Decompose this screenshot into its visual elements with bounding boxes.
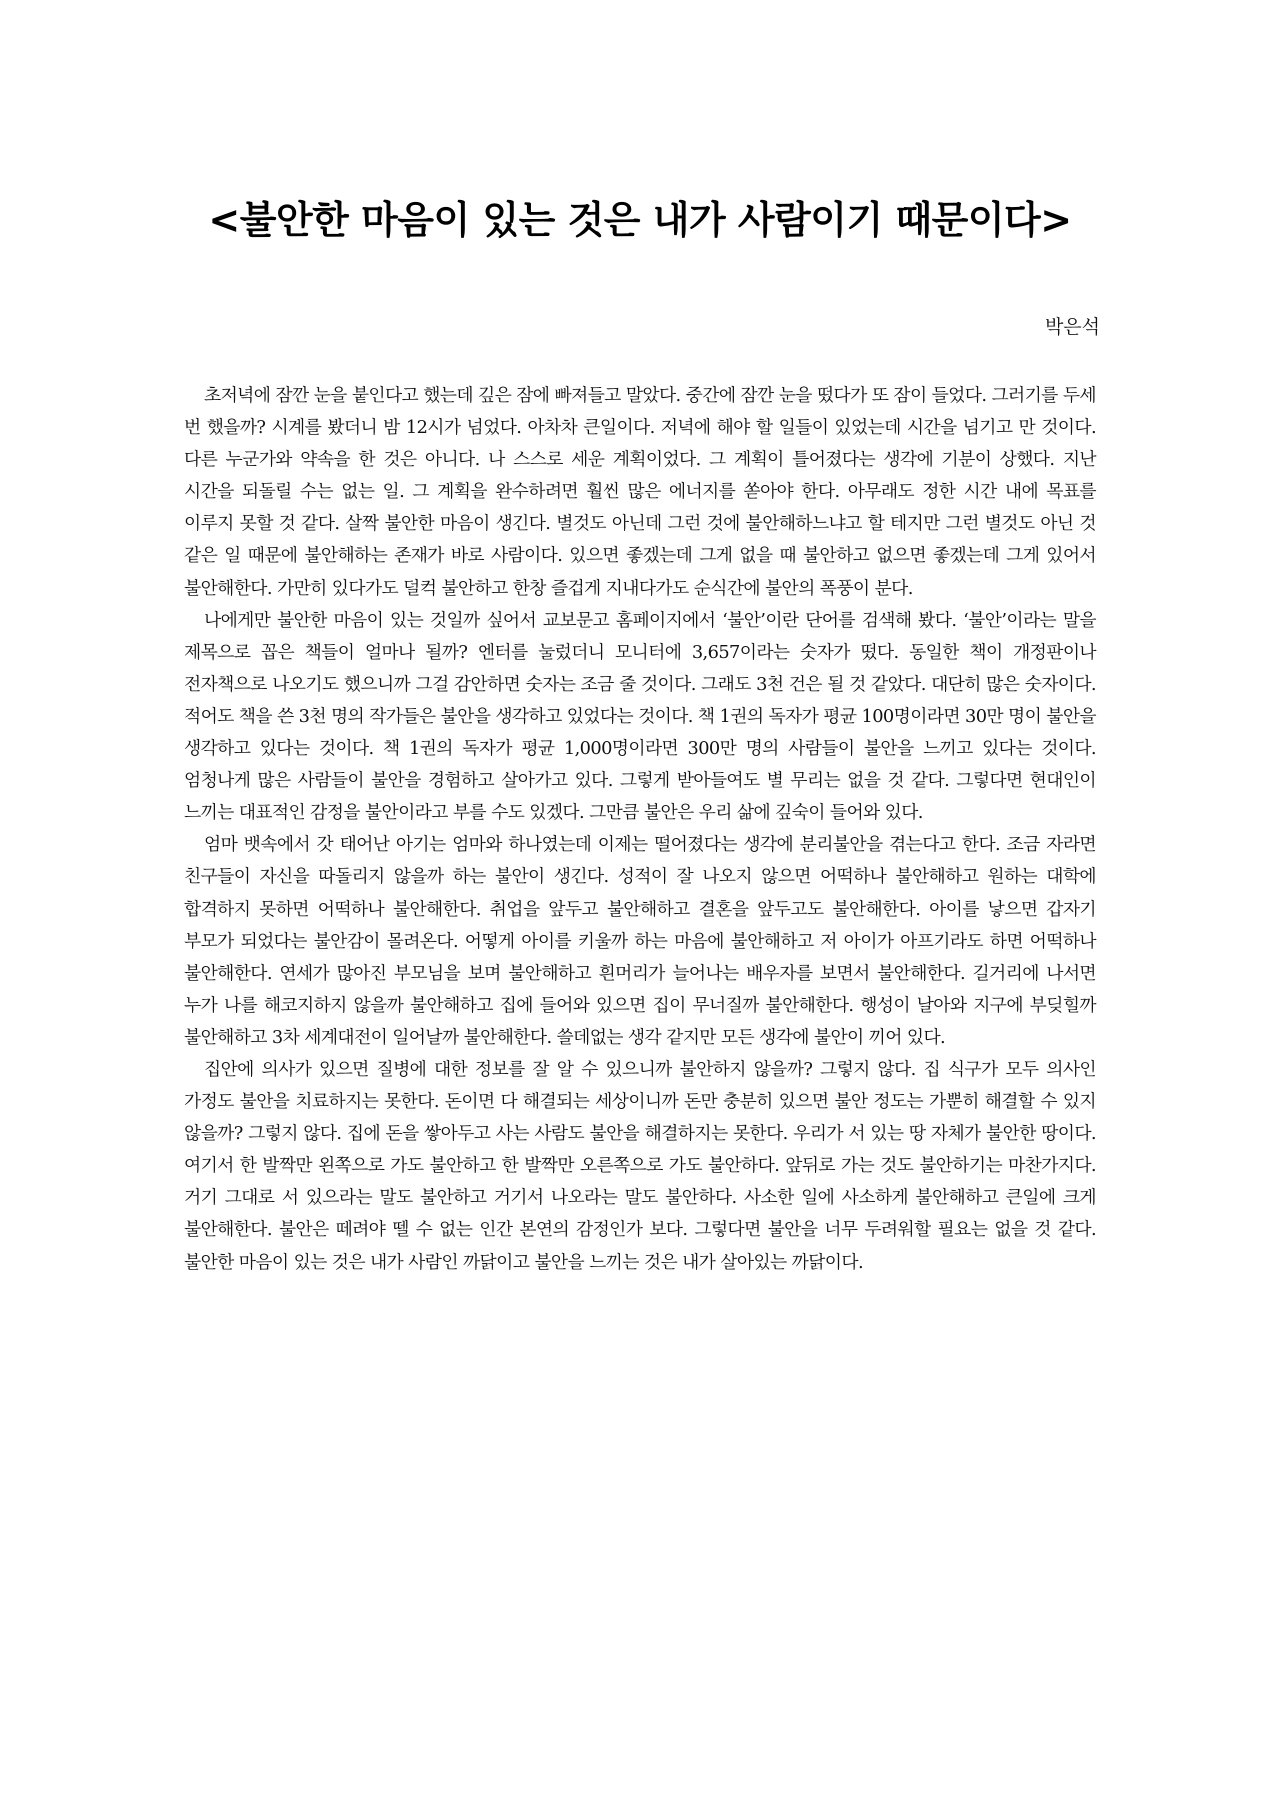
paragraph-1: 초저녁에 잠깐 눈을 붙인다고 했는데 깊은 잠에 빠져들고 말았다. 중간에 잠깐 눈을 떴다가 또 잠이 들었다. 그러기를 두세 번 했을까? 시계를 봤더니 밤 12시가 넘었다. 아차차 큰일이다. 저녁에 해야 할 일들이 있었는데 시간을 넘기고 만 것이다. 다른 누군가와 약속을 한 것은 아니다. 나 스스로 세운 계획이었다. 그 계획이 틀어졌다는 생각에 기분이 상했다. 지난 시간을 되돌릴 수는 없는 일. 그 계획을 완수하려면 훨씬 많은 에너지를 쏟아야 한다. 아무래도 정한 시간 내에 목표를 이루지 못할 것 같다. 살짝 불안한 마음이 생긴다. 별것도 아닌데 그런 것에 불안해하느냐고 할 테지만 그런 별것도 아닌 것 같은 일 때문에 불안해하는 존재가 바로 사람이다. 있으면 좋겠는데 그게 없을 때 불안하고 없으면 좋겠는데 그게 있어서 불안해한다. 가만히 있다가도 덜컥 불안하고 한창 즐겁게 지내다가도 순식간에 불안의 폭풍이 분다. (184, 385, 1096, 599)
author-name: 박은석 (1044, 316, 1100, 338)
document-body (184, 380, 1096, 1279)
paragraph-4: 집안에 의사가 있으면 질병에 대한 정보를 잘 알 수 있으니까 불안하지 않을까? 그렇지 않다. 집 식구가 모두 의사인 가정도 불안을 치료하지는 못한다. 돈이면 다 해결되는 세상이니까 돈만 충분히 있으면 불안 정도는 가뿐히 해결할 수 있지 않을까? 그렇지 않다. 집에 돈을 쌓아두고 사는 사람도 불안을 해결하지는 못한다. 우리가 서 있는 땅 자체가 불안한 땅이다. 여기서 한 발짝만 왼쪽으로 가도 불안하고 한 발짝만 오른쪽으로 가도 불안하다. 앞뒤로 가는 것도 불안하기는 마찬가지다. 거기 그대로 서 있으라는 말도 불안하고 거기서 나오라는 말도 불안하다. 사소한 일에 사소하게 불안해하고 큰일에 크게 불안해한다. 불안은 떼려야 뗄 수 없는 인간 본연의 감정인가 보다. 그렇다면 불안을 너무 두려워할 필요는 없을 것 같다. 불안한 마음이 있는 것은 내가 사람인 까닭이고 불안을 느끼는 것은 내가 살아있는 까닭이다. (184, 1058, 1096, 1273)
document-title: <불안한 마음이 있는 것은 내가 사람이기 때문이다> (208, 198, 1072, 242)
paragraph-2: 나에게만 불안한 마음이 있는 것일까 싶어서 교보문고 홈페이지에서 ‘불안’이란 단어를 검색해 봤다. ‘불안’이라는 말을 제목으로 꼽은 책들이 얼마나 될까? 엔터를 눌렀더니 모니터에 3,657이라는 숫자가 떴다. 동일한 책이 개정판이나 전자책으로 나오기도 했으니까 그걸 감안하면 숫자는 조금 줄 것이다. 그래도 3천 건은 될 것 같았다. 대단히 많은 숫자이다. 적어도 책을 쓴 3천 명의 작가들은 불안을 생각하고 있었다는 것이다. 책 1권의 독자가 평균 100명이라면 30만 명이 불안을 생각하고 있다는 것이다. 책 1권의 독자가 평균 1,000명이라면 300만 명의 사람들이 불안을 느끼고 있다는 것이다. 엄청나게 많은 사람들이 불안을 경험하고 살아가고 있다. 그렇게 받아들여도 별 무리는 없을 것 같다. 그렇다면 현대인이 느끼는 대표적인 감정을 불안이라고 부를 수도 있겠다. 그만큼 불안은 우리 삶에 깊숙이 들어와 있다. (184, 609, 1096, 824)
paragraph-3: 엄마 뱃속에서 갓 태어난 아기는 엄마와 하나였는데 이제는 떨어졌다는 생각에 분리불안을 겪는다고 한다. 조금 자라면 친구들이 자신을 따돌리지 않을까 하는 불안이 생긴다. 성적이 잘 나오지 않으면 어떡하나 불안해하고 원하는 대학에 합격하지 못하면 어떡하나 불안해한다. 취업을 앞두고 불안해하고 결혼을 앞두고도 불안해한다. 아이를 낳으면 갑자기 부모가 되었다는 불안감이 몰려온다. 어떻게 아이를 키울까 하는 마음에 불안해하고 저 아이가 아프기라도 하면 어떡하나 불안해한다. 연세가 많아진 부모님을 보며 불안해하고 흰머리가 늘어나는 배우자를 보면서 불안해한다. 길거리에 나서면 누가 나를 해코지하지 않을까 불안해하고 집에 들어와 있으면 집이 무너질까 불안해한다. 행성이 날아와 지구에 부딪힐까 불안해하고 3차 세계대전이 일어날까 불안해한다. 쓸데없는 생각 같지만 모든 생각에 불안이 끼어 있다. (184, 834, 1096, 1048)
